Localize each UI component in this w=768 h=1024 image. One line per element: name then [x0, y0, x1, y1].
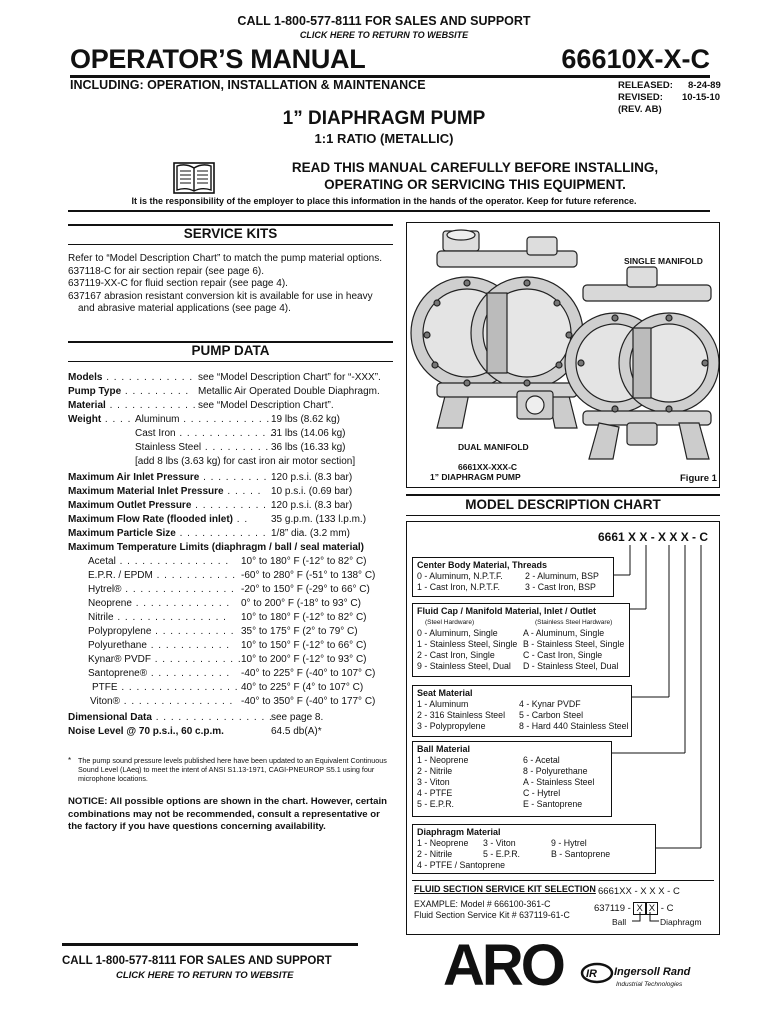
noise-value: 64.5 db(A)* [271, 726, 322, 737]
temp-row: PTFE . . . . . . . . . . . . . . . . [92, 682, 239, 693]
weight-stainless-value: 36 lbs (16.33 kg) [271, 442, 346, 453]
material-row: Material . . . . . . . . . . . . [68, 400, 197, 411]
pump-ratio: 1:1 RATIO (METALLIC) [314, 131, 454, 146]
material-value: see “Model Description Chart”. [198, 400, 334, 411]
temp-row: Polypropylene . . . . . . . . . . . [88, 626, 235, 637]
temp-row: Polyurethane . . . . . . . . . . . [88, 640, 231, 651]
book-icon [172, 160, 216, 201]
temp-range-value: 10° to 180° F (-12° to 82° C) [241, 612, 367, 623]
temp-row: Neoprene . . . . . . . . . . . . . [88, 598, 231, 609]
spec-material-inlet: Maximum Material Inlet Pressure . . . . . [68, 486, 262, 497]
temp-row: Kynar® PVDF . . . . . . . . . . . . [88, 654, 242, 665]
temp-material-name: Polypropylene [88, 626, 152, 637]
dimensional-row: Dimensional Data . . . . . . . . . . . . . . . . [68, 712, 273, 723]
warning-rule [68, 210, 710, 212]
figure-caption-pump: 1” DIAPHRAGM PUMP [430, 472, 521, 482]
read-manual-warning: READ THIS MANUAL CAREFULLY BEFORE INSTALLING, OPERATING OR SERVICING THIS EQUIPMENT. [291, 160, 659, 192]
kit-code-arrows [628, 912, 662, 924]
temp-range-value: -20° to 150° F (-29° to 66° C) [241, 584, 370, 595]
temp-material-name: Neoprene [88, 598, 132, 609]
model-chart-rule-bottom [406, 515, 720, 516]
temp-limits-heading: Maximum Temperature Limits (diaphragm / ball / seal material) [68, 542, 365, 553]
spec-flow-value: 35 g.p.m. (133 l.p.m.) [271, 514, 367, 525]
spec-flow: Maximum Flow Rate (flooded inlet) . . [68, 514, 249, 525]
weight-stainless: Stainless Steel . . . . . . . . . [135, 442, 270, 453]
kit-ball-label: Ball [612, 917, 627, 927]
temp-material-name: Polyurethane [88, 640, 147, 651]
employer-responsibility: It is the responsibility of the employer to place this information in the hands of the operator. Keep for future reference. [131, 196, 637, 206]
diaphragm-material-box: Diaphragm Material 1 - Neoprene 3 - Viton 9 - Hytrel 2 - Nitrile 5 - E.P.R. B - Santoprene 4 - PTFE / Santoprene [412, 824, 656, 874]
manual-title: OPERATOR’S MANUAL [70, 44, 366, 74]
footer-sales-phone: CALL 1-800-577-8111 FOR SALES AND SUPPORT [62, 955, 332, 967]
pump-type-value: Metallic Air Operated Double Diaphragm. [198, 386, 380, 397]
fluid-cap-box: Fluid Cap / Manifold Material, Inlet / Outlet (Steel Hardware) (Stainless Steel Hardware) 0 - Aluminum, Single A - Aluminum, Single 1 - Stainless Steel, Single B - Stainless Steel, Single 2 - Cast Iron, Single C - Cast Iron, Single 9 - Stainless Steel, Dual D - Stainless Steel, Dual [412, 603, 630, 677]
notice-text: NOTICE: All possible options are shown in the chart. However, certain combinations may not be recommended, consult a representative or the factory if you have questions concerning availability. [68, 796, 387, 832]
service-kits-heading: SERVICE KITS [183, 226, 278, 241]
ingersoll-rand-sub: Industrial Technologies [616, 981, 683, 988]
footnote-asterisk: * [68, 756, 72, 765]
sales-phone-line: CALL 1-800-577-8111 FOR SALES AND SUPPORT [237, 14, 531, 28]
weight-aluminum: Aluminum . . . . . . . . . . . . [135, 414, 271, 425]
ingersoll-rand-name: Ingersoll Rand [614, 966, 691, 978]
temp-range-value: -40° to 225° F (-40° to 107° C) [241, 668, 376, 679]
spec-particle: Maximum Particle Size . . . . . . . . . . . . [68, 528, 267, 539]
spec-outlet: Maximum Outlet Pressure . . . . . . . . . . . [68, 500, 275, 511]
temp-material-name: Acetal [88, 556, 116, 567]
release-info: RELEASED: 8-24-89 REVISED: 10-15-10 (REV. AB) [618, 80, 721, 115]
temp-range-value: 10° to 180° F (-12° to 82° C) [241, 556, 367, 567]
temp-range-value: 40° to 225° F (4° to 107° C) [241, 682, 364, 693]
temp-range-value: 10° to 150° F (-12° to 66° C) [241, 640, 367, 651]
temp-row: E.P.R. / EPDM . . . . . . . . . . . [88, 570, 236, 581]
kit-diaphragm-label: Diaphragm [660, 917, 702, 927]
spec-air-inlet: Maximum Air Inlet Pressure . . . . . . . . . [68, 472, 268, 483]
weight-row: Weight . . . . [68, 414, 132, 425]
noise-label: Noise Level @ 70 p.s.i., 60 c.p.m. [68, 726, 224, 737]
single-manifold-label: SINGLE MANIFOLD [624, 256, 703, 266]
model-chart-heading: MODEL DESCRIPTION CHART [465, 497, 661, 512]
temp-material-name: Nitrile [88, 612, 114, 623]
models-value: see “Model Description Chart” for “-XXX”. [198, 372, 381, 383]
footer-rule [62, 943, 358, 946]
ball-material-box: Ball Material 1 - Neoprene 6 - Acetal 2 - Nitrile 8 - Polyurethane 3 - Viton A - Stainless Steel 4 - PTFE C - Hytrel 5 - E.P.R. E - Santoprene [412, 741, 612, 817]
kit-example: EXAMPLE: Model # 666100-361-C Fluid Section Service Kit # 637119-61-C [414, 899, 570, 920]
service-kits-rule-bottom [68, 244, 393, 245]
temp-range-value: -40° to 350° F (-40° to 177° C) [241, 696, 376, 707]
center-body-box: Center Body Material, Threads 0 - Aluminum, N.P.T.F. 2 - Aluminum, BSP 1 - Cast Iron, N.P.T.F. 3 - Cast Iron, BSP [412, 557, 614, 597]
spec-air-inlet-value: 120 p.s.i. (8.3 bar) [271, 472, 353, 483]
temp-material-name: PTFE [92, 682, 118, 693]
dual-manifold-label: DUAL MANIFOLD [458, 442, 529, 452]
spec-particle-value: 1/8” dia. (3.2 mm) [271, 528, 350, 539]
temp-row: Nitrile . . . . . . . . . . . . . . . [88, 612, 227, 623]
weight-aluminum-value: 19 lbs (8.62 kg) [271, 414, 340, 425]
temp-range-value: -60° to 280° F (-51° to 138° C) [241, 570, 376, 581]
return-to-website-link[interactable]: CLICK HERE TO RETURN TO WEBSITE [299, 30, 469, 40]
seat-material-box: Seat Material 1 - Aluminum 4 - Kynar PVDF 2 - 316 Stainless Steel 5 - Carbon Steel 3 - Polypropylene 8 - Hard 440 Stainless Steel [412, 685, 632, 737]
including-line: INCLUDING: OPERATION, INSTALLATION & MAINTENANCE [70, 78, 426, 92]
temp-material-name: Santoprene® [88, 668, 148, 679]
figure-number: Figure 1 [680, 473, 717, 484]
kit-heading: FLUID SECTION SERVICE KIT SELECTION [414, 884, 596, 894]
temp-material-name: E.P.R. / EPDM [88, 570, 153, 581]
footer-return-link[interactable]: CLICK HERE TO RETURN TO WEBSITE [116, 970, 294, 981]
temp-range-value: 35° to 175° F (2° to 79° C) [241, 626, 358, 637]
figure-caption-model: 6661XX-XXX-C [458, 462, 518, 472]
spec-outlet-value: 120 p.s.i. (8.3 bar) [271, 500, 353, 511]
temp-row: Acetal . . . . . . . . . . . . . . . [88, 556, 230, 567]
temp-material-name: Hytrel® [88, 584, 122, 595]
kit-code-2: 637119 - X X - C [594, 903, 674, 914]
aro-logo: ARO [443, 933, 563, 998]
weight-note: [add 8 lbs (3.63 kg) for cast iron air motor section] [135, 456, 356, 467]
pump-data-heading: PUMP DATA [191, 343, 270, 358]
model-chart-rule-top [406, 494, 720, 496]
temp-row: Viton® . . . . . . . . . . . . . . . [90, 696, 234, 707]
model-code: 6661 X X - X X X - C [598, 530, 709, 544]
kit-rule [412, 880, 714, 881]
ingersoll-rand-logo-icon [580, 962, 614, 989]
temp-material-name: Kynar® PVDF [88, 654, 151, 665]
footnote-text: The pump sound pressure levels published here have been updated to an Equivalent Continuous Sound Level (LAeq) to meet the intent of ANSI S1.13-1971, CAGI-PNEUROP S5.1 using four microphone locations. [78, 756, 387, 783]
temp-range-value: 10° to 200° F (-12° to 93° C) [241, 654, 367, 665]
model-number: 66610X-X-C [561, 44, 710, 74]
weight-cast-iron-value: 31 lbs (14.06 kg) [271, 428, 346, 439]
service-kits-text: Refer to “Model Description Chart” to match the pump material options. 637118-C for air section repair (see page 6). 637119-XX-C for fluid section repair (see page 4). 637167 abrasion resistant conversion kit is available for use in heavy and abrasive material applications (see page 4). [68, 253, 383, 314]
temp-row: Santoprene® . . . . . . . . . . . [88, 668, 231, 679]
pump-data-rule-bottom [68, 361, 393, 362]
dimensional-value: see page 8. [271, 712, 324, 723]
svg-text:IR: IR [586, 968, 597, 980]
temp-row: Hytrel® . . . . . . . . . . . . . . . [88, 584, 235, 595]
pump-title: 1” DIAPHRAGM PUMP [282, 108, 486, 129]
temp-range-value: 0° to 200° F (-18° to 93° C) [241, 598, 361, 609]
spec-material-inlet-value: 10 p.s.i. (0.69 bar) [271, 486, 353, 497]
weight-cast-iron: Cast Iron . . . . . . . . . . . . . [135, 428, 274, 439]
models-row: Models . . . . . . . . . . . . [68, 372, 194, 383]
temp-material-name: Viton® [90, 696, 120, 707]
pump-type-row: Pump Type . . . . . . . . . [68, 386, 190, 397]
kit-code-1: 6661XX - X X X - C [598, 886, 680, 897]
